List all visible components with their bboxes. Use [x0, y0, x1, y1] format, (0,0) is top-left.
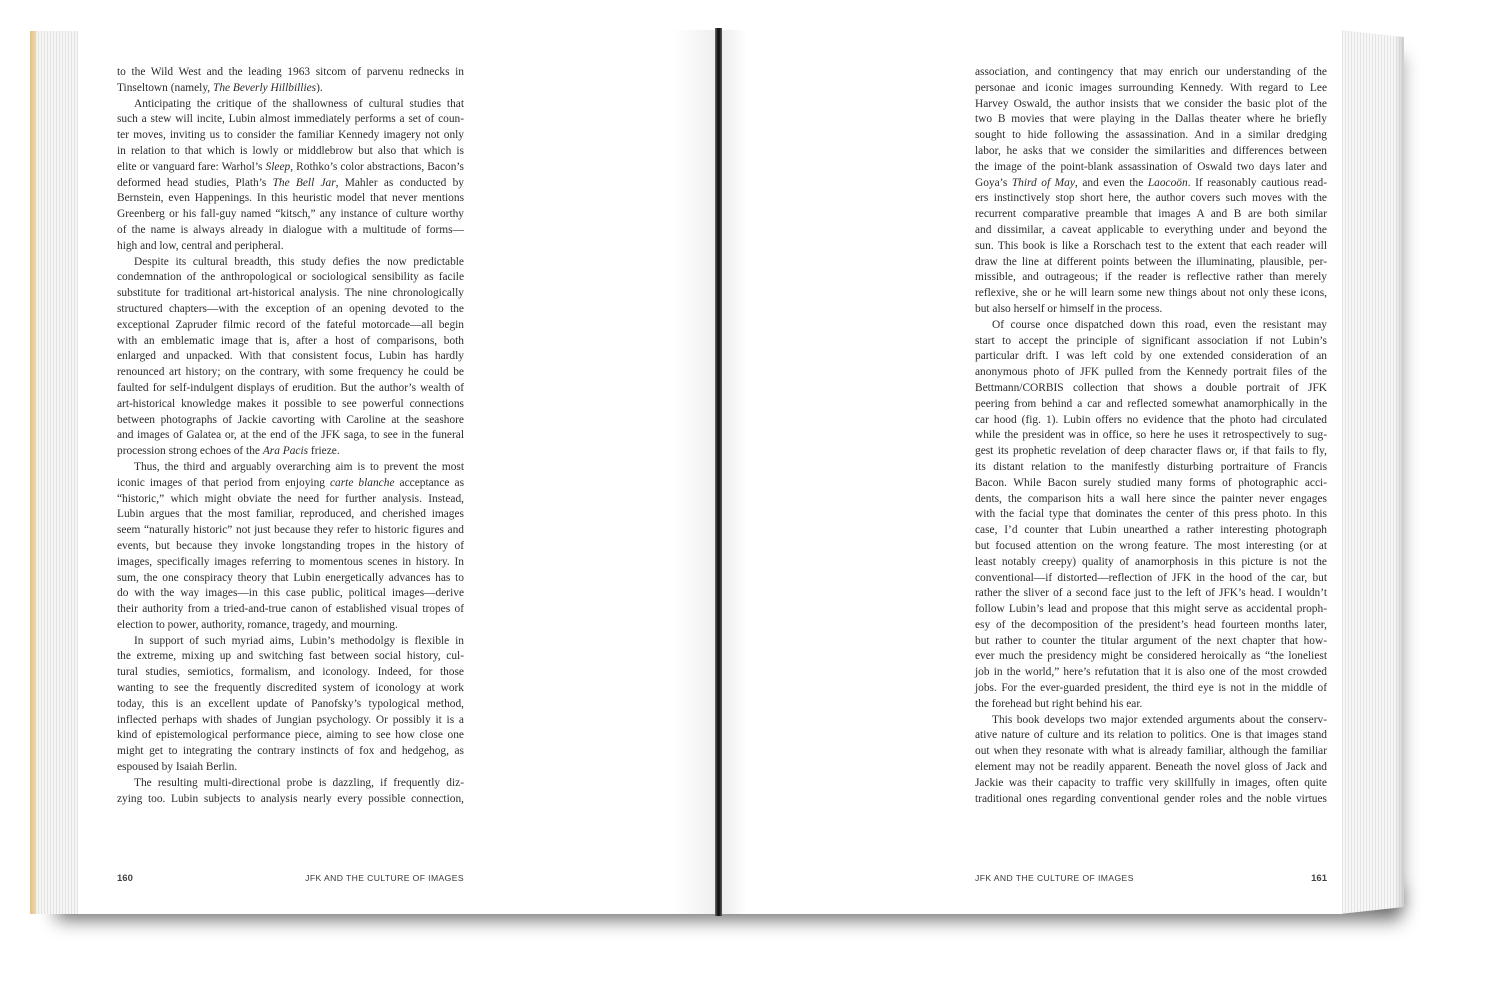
text-line: Thus, the third and arguably overarching aim is to prevent the most — [134, 460, 464, 473]
text-line — [117, 444, 464, 460]
text-line — [117, 476, 464, 492]
text-line: condemnation of the anthropological or sociological sensibility as facile — [117, 271, 464, 284]
left-footer — [117, 872, 464, 884]
paragraph — [117, 776, 464, 808]
paragraph — [975, 713, 1327, 808]
text-line: ever much the presidency might be considered heroically as “the loneliest — [975, 650, 1327, 663]
text-line — [117, 81, 464, 97]
book-spine — [715, 28, 722, 916]
text-line: Lubin argues that the most familiar, reproduced, and cherished images — [117, 508, 464, 521]
text-segment: , Mahler as conducted by — [335, 176, 464, 189]
text-line: case, I’d counter that Lubin unearthed a rather interesting photograph — [975, 524, 1327, 537]
text-line: start to accept the principle of significant association if not Lubin’s — [975, 334, 1327, 347]
text-segment: . If reasonably cautious read- — [1187, 176, 1327, 189]
running-head: JFK AND THE CULTURE OF IMAGES — [975, 873, 1134, 883]
text-line: espoused by Isaiah Berlin. — [117, 761, 238, 774]
paragraph — [975, 318, 1327, 713]
italic-text: Sleep — [265, 160, 291, 173]
right-page — [722, 30, 1342, 914]
italic-text: The Beverly Hillbillies — [212, 81, 317, 94]
text-segment: deformed head studies, Plath’s — [117, 176, 273, 189]
text-line: follow Lubin’s lead and propose that this might serve as accidental proph- — [975, 603, 1327, 616]
text-line: images, specifically images referring to momentous scenes in history. In — [117, 555, 464, 568]
text-line: ers instinctively stop short here, the author covers such moves with the — [975, 192, 1327, 205]
text-line: rather the sliver of a second face just to the left of JFK’s head. I wouldn’t — [975, 587, 1327, 600]
text-line: today, this is an excellent update of Panofsky’s typological method, — [117, 697, 464, 710]
text-line: renounced art history; on the contrary, with some frequency he could be — [117, 366, 464, 379]
text-line: inflected perhaps with shades of Jungian psychology. Or possibly it is a — [117, 713, 464, 726]
italic-text: The Bell Jar — [272, 176, 336, 189]
text-line: faulted for self-indulgent displays of erudition. But the author’s wealth of — [117, 381, 464, 394]
text-line: “historic,” which might obviate the need for further analysis. Instead, — [117, 492, 464, 505]
text-line — [975, 176, 1327, 192]
text-line: dents, the comparison hits a wall here since the painter never engages — [975, 492, 1327, 505]
text-line: sum, the one conspiracy theory that Lubin energetically advances has to — [117, 571, 464, 584]
left-page — [78, 30, 718, 914]
text-line: gest its prophetic revelation of deep character flaws or, if that fails to fly, — [975, 445, 1327, 458]
text-segment: Tinseltown (namely, — [117, 81, 213, 94]
text-line — [117, 160, 464, 176]
text-line: ative nature of culture and its relation to politics. One is that images stand — [975, 729, 1327, 742]
text-segment: , and even the — [1074, 176, 1148, 189]
italic-text: Ara Pacis — [262, 445, 309, 458]
text-line: draw the line at different points between the illuminating, plausible, per- — [975, 255, 1327, 268]
text-line: seem “naturally historic” not just because they refer to historic figures and — [117, 524, 464, 537]
text-line: but rather to counter the titular argument of the next chapter that how- — [975, 634, 1327, 647]
text-line: Despite its cultural breadth, this study defies the now predictable — [134, 255, 464, 268]
text-line: substitute for traditional art-historical analysis. The nine chronologically — [117, 287, 464, 300]
text-line: such a stew will incite, Lubin almost immediately performs a set of coun- — [117, 113, 464, 126]
text-line: but focused attention on the wrong feature. The most interesting (or at — [975, 539, 1327, 552]
text-line: car hood (fig. 1). Lubin offers no evidence that the photo had circulated — [975, 413, 1327, 426]
text-line: with an emblematic image that is, after a host of comparisons, both — [117, 334, 464, 347]
text-line: Bettmann/CORBIS collection that shows a double portrait of JFK — [975, 381, 1327, 394]
text-line: its distant relation to the manifestly disturbing portraiture of Francis — [975, 460, 1327, 473]
text-line — [117, 176, 464, 192]
text-line: This book develops two major extended arguments about the conserv- — [992, 713, 1327, 726]
text-line: job in the world,” here’s refutation that it is also one of the most crowded — [975, 666, 1327, 679]
text-line: and dissimilar, a caveat applicable to everything under and beyond the — [975, 223, 1327, 236]
text-line: The resulting multi-directional probe is dazzling, if frequently diz- — [134, 776, 464, 789]
text-line: Jackie was their capacity to traffic very skillfully in images, often quite — [975, 776, 1327, 789]
left-body-text — [117, 65, 464, 807]
text-line: sought to hide following the assassination. And in a similar dredging — [975, 129, 1327, 142]
text-line: Of course once dispatched down this road, even the resistant may — [992, 318, 1327, 331]
text-line: peering from behind a car and reflected somewhat anamorphically in the — [975, 397, 1327, 410]
text-line: election to power, authority, romance, tragedy, and mourning. — [117, 618, 398, 631]
italic-text: Laocoön — [1147, 176, 1188, 189]
paragraph — [117, 255, 464, 460]
page-edges-right — [1340, 30, 1404, 914]
right-body-text — [975, 65, 1327, 807]
text-line: In support of such myriad aims, Lubin’s methodolgy is flexible in — [134, 634, 464, 647]
paragraph — [117, 460, 464, 634]
text-line: their authority from a tried-and-true canon of established visual tropes of — [117, 603, 464, 616]
italic-text: carte blanche — [330, 476, 395, 489]
text-line: enlarged and unpacked. With that consistent focus, Lubin has hardly — [117, 350, 464, 363]
page-number: 161 — [1311, 872, 1327, 884]
text-line: exceptional Zapruder filmic record of the fateful motorcade—all begin — [117, 318, 464, 331]
text-line: wanting to see the frequently discredited system of iconology at work — [117, 682, 464, 695]
text-line: Bacon. While Bacon surely studied many forms of photographic acci- — [975, 476, 1327, 489]
text-line: and images of Galatea or, at the end of the JFK saga, to see in the funeral — [117, 429, 464, 442]
text-line: personae and iconic images surrounding Kennedy. With regard to Lee — [975, 81, 1327, 94]
text-segment: frieze. — [308, 445, 340, 458]
text-line: tural studies, semiotics, formalism, and iconology. Indeed, for those — [117, 666, 464, 679]
text-line: two B movies that were playing in the Dallas theater where he briefly — [975, 113, 1327, 126]
paragraph — [117, 634, 464, 776]
paragraph — [975, 65, 1327, 318]
italic-text: Third of May — [1011, 176, 1075, 189]
text-segment: elite or vanguard fare: Warhol’s — [117, 160, 266, 173]
text-segment: ). — [316, 81, 323, 94]
text-line: missible, and outrageous; if the reader is reflective rather than merely — [975, 271, 1327, 284]
running-head: JFK AND THE CULTURE OF IMAGES — [305, 873, 464, 883]
text-line: Anticipating the critique of the shallowness of cultural studies that — [134, 97, 464, 110]
text-line: structured chapters—with the exception of an opening devoted to the — [117, 302, 464, 315]
text-segment: , Rothko’s color abstractions, Bacon’s — [290, 160, 464, 173]
text-segment: acceptance as — [394, 476, 464, 489]
text-line: between photographs of Jackie cavorting with Caroline at the seashore — [117, 413, 464, 426]
text-line: association, and contingency that may enrich our understanding of the — [975, 66, 1327, 78]
text-line: but also herself or himself in the process. — [975, 302, 1163, 315]
text-line: of the name is always already in dialogue with a multitude of forms— — [117, 223, 464, 236]
text-line: zying too. Lubin subjects to analysis nearly every possible connection, — [117, 792, 464, 805]
text-segment: iconic images of that period from enjoying — [117, 476, 330, 489]
text-line: particular drift. I was left cold by one extended consideration of an — [975, 350, 1327, 363]
text-line: the forehead but right behind his ear. — [975, 697, 1143, 710]
text-line: conventional—if distorted—reflection of JFK in the hood of the car, but — [975, 571, 1327, 584]
text-line: kind of epistemological performance piece, aiming to see how close one — [117, 729, 464, 742]
text-segment: procession strong echoes of the — [117, 445, 263, 458]
text-line: might get to integrating the contrary instincts of fox and hedgehog, as — [117, 745, 464, 758]
text-line: out when they resonate with what is already familiar, although the familiar — [975, 745, 1327, 758]
text-line: do with the way images—in this case public, political images—derive — [117, 587, 464, 600]
text-line: Greenberg or his fall-guy named “kitsch,” any instance of culture worthy — [117, 208, 464, 221]
text-line: Harvey Oswald, the author insists that we consider the basic plot of the — [975, 97, 1327, 110]
text-line: events, but because they invoke longstanding tropes in the history of — [117, 539, 464, 552]
text-line: sun. This book is like a Rorschach test to the extent that each reader will — [975, 239, 1327, 252]
text-line: art-historical knowledge makes it possible to see powerful connections — [117, 397, 464, 410]
text-line: the extreme, mixing up and switching fast between social history, cul- — [117, 650, 464, 663]
text-line: with the facial type that dominates the center of this press photo. In this — [975, 508, 1327, 521]
text-line: while the president was in office, so here he uses it retrospectively to sug- — [975, 429, 1327, 442]
text-line: traditional ones regarding conventional gender roles and the noble virtues — [975, 792, 1327, 805]
text-line: high and low, central and peripheral. — [117, 239, 284, 252]
text-line: labor, he asks that we consider the similarities and differences between — [975, 144, 1327, 157]
text-line: reflexive, she or he will learn some new things about not only these icons, — [975, 287, 1327, 300]
right-footer — [975, 872, 1327, 884]
text-line: recurrent comparative preamble that images A and B are both similar — [975, 208, 1327, 221]
text-line: the image of the point-blank assassination of Oswald two days later and — [975, 160, 1327, 173]
text-line: anonymous photo of JFK pulled from the Kennedy portrait files of the — [975, 366, 1327, 379]
text-line: least notably creepy) quality of anamorphosis in this picture is not the — [975, 555, 1327, 568]
text-segment: Goya’s — [975, 176, 1012, 189]
text-line: jobs. For the ever-guarded president, the third eye is not in the middle of — [975, 682, 1327, 695]
text-line: in relation to that which is lowly or middlebrow but also that which is — [117, 144, 464, 157]
text-line: Bernstein, even Happenings. In this heuristic model that never mentions — [117, 192, 464, 205]
text-line: esy of the decomposition of the president’s head fourteen months later, — [975, 618, 1327, 631]
text-line: to the Wild West and the leading 1963 sitcom of parvenu rednecks in — [117, 66, 464, 78]
paragraph — [117, 97, 464, 255]
text-line: ter moves, inviting us to consider the familiar Kennedy imagery not only — [117, 129, 464, 142]
page-number: 160 — [117, 872, 133, 884]
paragraph — [117, 65, 464, 97]
page-edges-left — [30, 31, 79, 914]
text-line: element may not be readily apparent. Beneath the novel gloss of Jack and — [975, 761, 1327, 774]
